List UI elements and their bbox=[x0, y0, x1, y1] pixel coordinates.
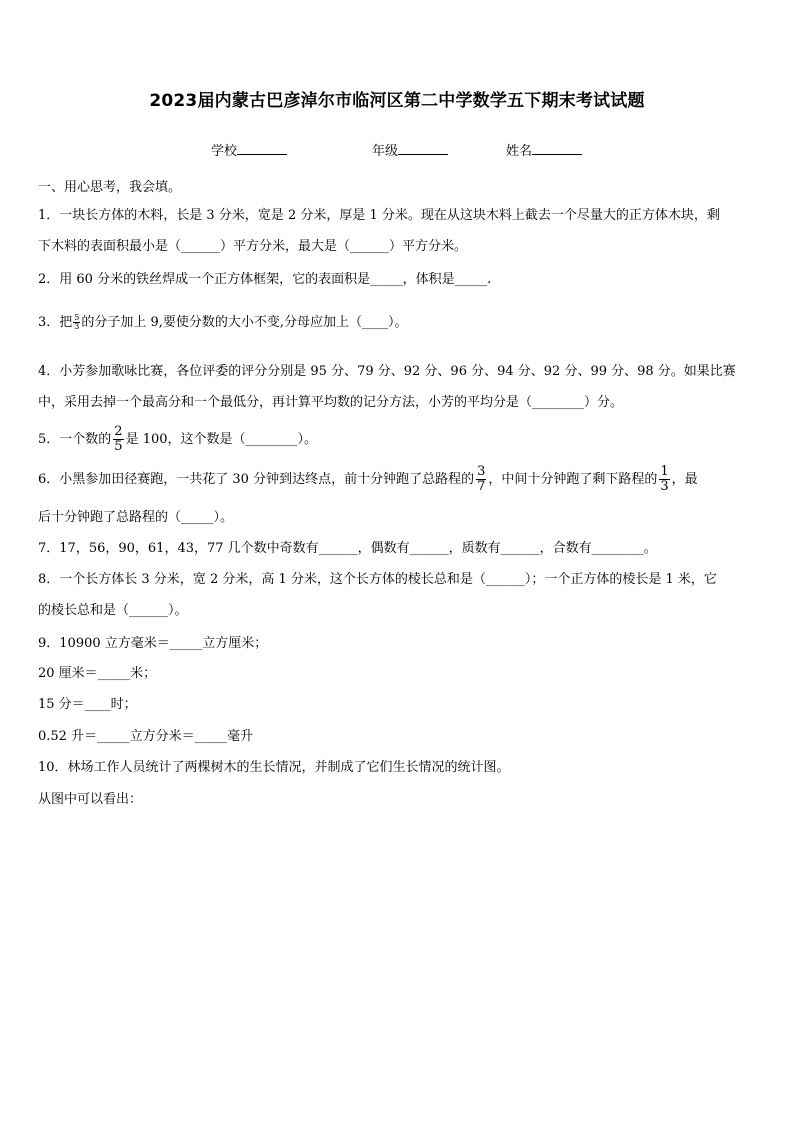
question-3 bbox=[38, 313, 758, 333]
section-title: 一、用心思考，我会填。 bbox=[38, 180, 182, 195]
question-1-line-1: 1．一块长方体的木料，长是 3 分米，宽是 2 分米，厚是 1 分米。现在从这块木料上截去一个尽量大的正方体木块，剩 bbox=[38, 208, 720, 223]
question-1-line-2: 下木料的表面积最小是（______）平方分米，最大是（______）平方分米。 bbox=[38, 239, 468, 254]
fraction-denominator: 5 bbox=[114, 439, 123, 454]
name-blank bbox=[532, 142, 582, 155]
question-6-part-2: ，中间十分钟跑了剩下路程的 bbox=[488, 472, 658, 487]
question-6-part-1: 6．小黑参加田径赛跑，一共花了 30 分钟到达终点，前十分钟跑了总路程的 bbox=[38, 472, 475, 487]
page-title: 2023届内蒙古巴彦淖尔市临河区第二中学数学五下期末考试试题 bbox=[149, 91, 645, 111]
question-3-before: 3．把 bbox=[38, 315, 73, 330]
question-3-fraction bbox=[73, 314, 80, 331]
grade-label: 年级 bbox=[372, 144, 399, 159]
question-10-line-1: 10．林场工作人员统计了两棵树木的生长情况，并制成了它们生长情况的统计图。 bbox=[38, 760, 510, 775]
question-10-line-2: 从图中可以看出： bbox=[38, 792, 143, 807]
grade-field bbox=[372, 140, 448, 159]
fraction-numerator: 2 bbox=[114, 424, 123, 439]
fraction-numerator: 3 bbox=[477, 464, 486, 479]
question-6-fraction-1 bbox=[476, 465, 486, 494]
question-5-after: 是 100，这个数是（________）。 bbox=[125, 432, 318, 447]
question-8-line-1: 8．一个长方体长 3 分米，宽 2 分米，高 1 分米，这个长方体的棱长总和是（______）；一个正方体的棱长是 1 米，它 bbox=[38, 572, 717, 587]
question-9-line-4: 0.52 升＝_____立方分米＝_____毫升 bbox=[38, 729, 254, 744]
school-label: 学校 bbox=[211, 144, 238, 159]
question-8-line-2: 的棱长总和是（______）。 bbox=[38, 603, 188, 618]
question-6-line-2: 后十分钟跑了总路程的（_____）。 bbox=[38, 510, 234, 525]
question-6-line-1 bbox=[38, 463, 758, 497]
question-5 bbox=[38, 423, 758, 457]
question-6-fraction-2 bbox=[659, 465, 669, 494]
question-6-part-3: ，最 bbox=[671, 472, 698, 487]
name-label: 姓名 bbox=[506, 144, 533, 159]
question-4-line-2: 中，采用去掉一个最高分和一个最低分，再计算平均数的记分方法，小芳的平均分是（________）分。 bbox=[38, 395, 624, 410]
fraction-denominator: 3 bbox=[74, 322, 80, 331]
question-4-line-1: 4．小芳参加歌咏比赛，各位评委的评分分别是 95 分、79 分、92 分、96 分、94 分、92 分、99 分、98 分。如果比赛 bbox=[38, 364, 736, 379]
grade-blank bbox=[398, 142, 448, 155]
name-field bbox=[506, 140, 582, 159]
student-info-row bbox=[0, 140, 794, 160]
question-2: 2．用 60 分米的铁丝焊成一个正方体框架，它的表面积是_____，体积是_____. bbox=[38, 272, 492, 287]
fraction-numerator: 5 bbox=[74, 313, 80, 322]
question-3-after: 的分子加上 9,要使分数的大小不变,分母应加上（____）。 bbox=[81, 315, 408, 330]
school-blank bbox=[237, 142, 287, 155]
question-9-line-2: 20 厘米＝_____米； bbox=[38, 666, 157, 681]
question-9-line-3: 15 分＝____时； bbox=[38, 697, 137, 712]
question-5-before: 5．一个数的 bbox=[38, 432, 112, 447]
fraction-denominator: 7 bbox=[477, 479, 486, 494]
question-9-line-1: 9．10900 立方毫米＝_____立方厘米； bbox=[38, 636, 268, 651]
fraction-denominator: 3 bbox=[660, 479, 669, 494]
question-7: 7．17，56，90，61，43，77 几个数中奇数有______，偶数有______，质数有______，合数有________。 bbox=[38, 541, 657, 556]
question-5-fraction bbox=[113, 425, 123, 454]
fraction-numerator: 1 bbox=[660, 464, 669, 479]
school-field bbox=[211, 140, 287, 159]
